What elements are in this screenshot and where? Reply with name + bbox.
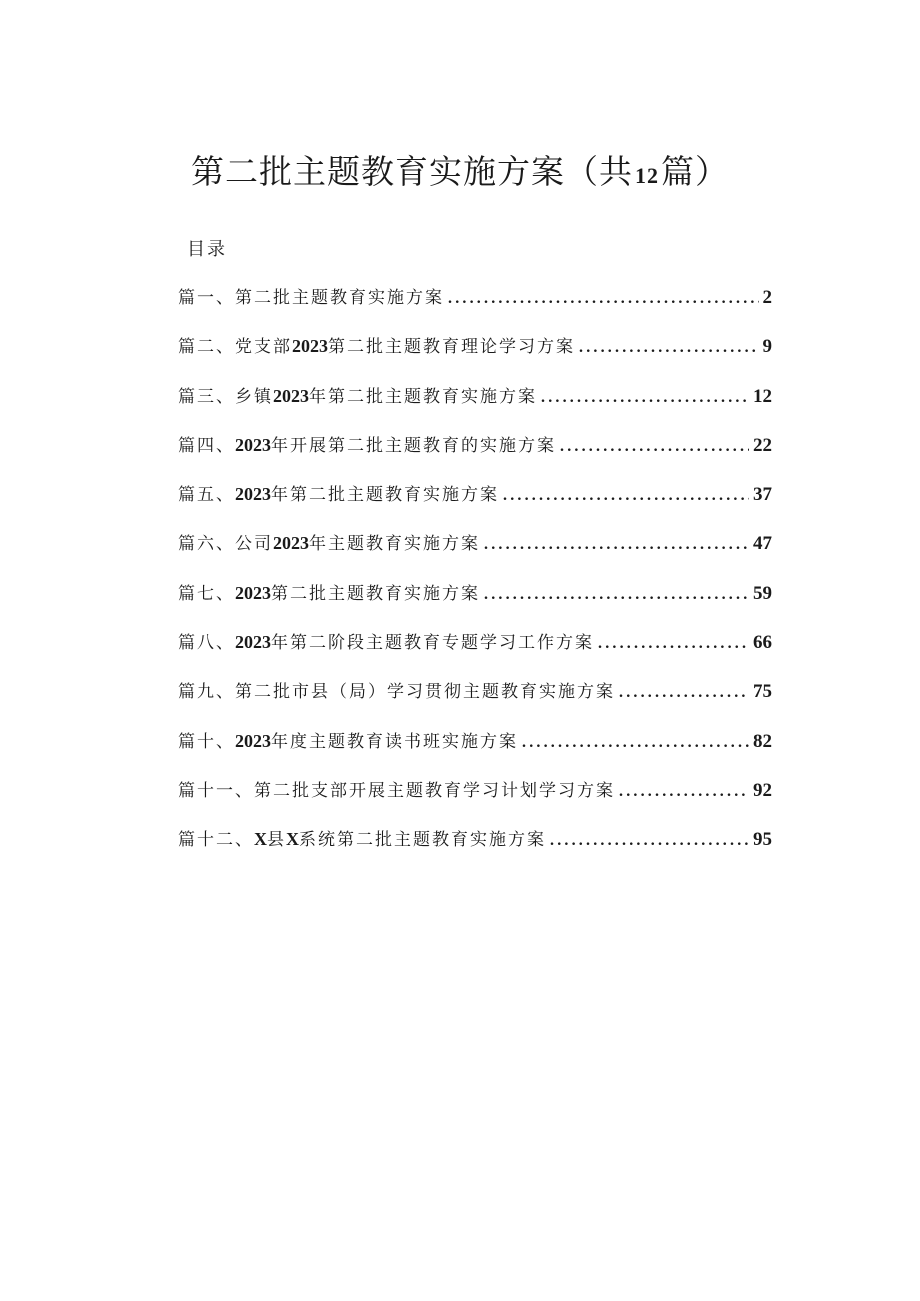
toc-page-number: 92 <box>753 779 772 801</box>
toc-entry-title: 篇六、公司2023年主题教育实施方案 <box>178 533 480 555</box>
title-count: 12 <box>635 163 659 188</box>
toc-page-number: 2 <box>762 287 772 308</box>
toc-entry[interactable] <box>178 529 772 578</box>
toc-page-number: 22 <box>753 434 772 456</box>
toc-dot-leader <box>484 586 749 604</box>
toc-page-number: 47 <box>753 533 772 555</box>
toc-dot-leader <box>619 783 749 801</box>
toc-page-number: 95 <box>753 829 772 851</box>
toc-entry[interactable] <box>178 431 772 480</box>
toc-entry[interactable] <box>178 776 772 825</box>
toc-entry-title: 篇九、第二批市县（局）学习贯彻主题教育实施方案 <box>178 682 615 703</box>
toc-page-number: 75 <box>753 681 772 703</box>
toc-page-number: 82 <box>753 730 772 752</box>
toc-entry-title: 篇五、2023年第二批主题教育实施方案 <box>178 484 499 506</box>
toc-page-number: 9 <box>762 336 772 358</box>
toc-entry[interactable] <box>178 579 772 628</box>
title-prefix: 第二批主题教育实施方案（共 <box>191 152 633 191</box>
toc-entry[interactable] <box>178 825 772 874</box>
toc-page-number: 66 <box>753 632 772 654</box>
toc-dot-leader <box>522 734 749 752</box>
toc-dot-leader <box>550 832 749 850</box>
toc-dot-leader <box>484 536 749 554</box>
toc-entry[interactable] <box>178 382 772 431</box>
toc-page-number: 59 <box>753 582 772 604</box>
toc-entry-title: 篇三、乡镇2023年第二批主题教育实施方案 <box>178 385 537 407</box>
toc-entry[interactable] <box>178 628 772 677</box>
toc-entry-title: 篇十一、第二批支部开展主题教育学习计划学习方案 <box>178 780 615 801</box>
toc-entry[interactable] <box>178 480 772 529</box>
toc-dot-leader <box>541 389 749 407</box>
toc-entry[interactable] <box>178 283 772 332</box>
toc-entry[interactable] <box>178 677 772 726</box>
toc-entry-title: 篇一、第二批主题教育实施方案 <box>178 288 444 308</box>
toc-dot-leader <box>503 487 749 505</box>
toc-entry-title: 篇十、2023年度主题教育读书班实施方案 <box>178 730 518 752</box>
toc-entry-title: 篇七、2023第二批主题教育实施方案 <box>178 582 480 604</box>
toc-entry-title: 篇八、2023年第二阶段主题教育专题学习工作方案 <box>178 632 594 654</box>
table-of-contents <box>178 283 772 875</box>
toc-page-number: 12 <box>753 385 772 407</box>
toc-entry[interactable] <box>178 332 772 381</box>
toc-entry[interactable] <box>178 727 772 776</box>
toc-entry-title: 篇四、2023年开展第二批主题教育的实施方案 <box>178 434 556 456</box>
toc-dot-leader <box>579 339 759 357</box>
toc-page-number: 37 <box>753 484 772 506</box>
toc-dot-leader <box>598 635 749 653</box>
toc-dot-leader <box>619 684 749 702</box>
toc-heading: 目录 <box>187 239 227 260</box>
toc-dot-leader <box>448 290 759 308</box>
toc-dot-leader <box>560 438 749 456</box>
document-title <box>0 146 920 193</box>
title-suffix: 篇） <box>661 152 729 191</box>
toc-entry-title: 篇十二、X县X系统第二批主题教育实施方案 <box>178 829 546 851</box>
toc-entry-title: 篇二、党支部2023第二批主题教育理论学习方案 <box>178 336 575 358</box>
